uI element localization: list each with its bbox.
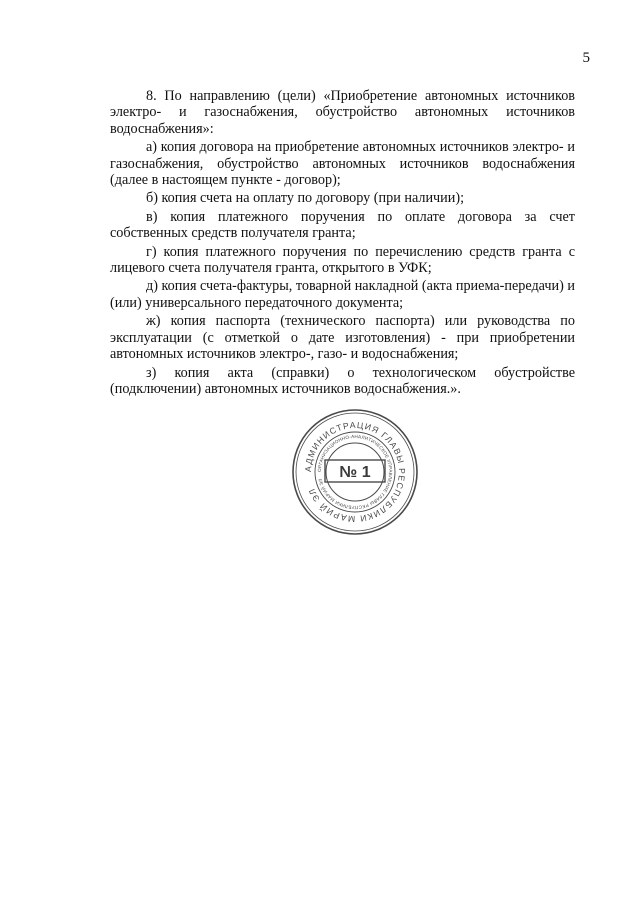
stamp-number: № 1 (339, 464, 371, 481)
page-number: 5 (582, 50, 590, 66)
list-item: а) копия договора на приобретение автономных источников электро- и газоснабжения, обустройство автономных источников водоснабжения (далее в настоящем пункте - договор); (110, 139, 575, 189)
document-body (110, 88, 575, 399)
stamp-inner-text: ОРГАНИЗАЦИОННО-АНАЛИТИЧЕСКОЕ УПРАВЛЕНИЕ ГЛАВЫ РЕСПУБЛИКИ МАРИЙ ЭЛ (316, 433, 394, 511)
official-stamp (287, 404, 423, 540)
section-intro: 8. По направлению (цели) «Приобретение автономных источников электро- и газоснабжения, обустройство автономных источников водоснабжения»: (110, 88, 575, 137)
list-item: д) копия счета-фактуры, товарной накладной (акта приема-передачи) и (или) универсального передаточного документа; (110, 278, 575, 311)
list-item: б) копия счета на оплату по договору (при наличии); (146, 190, 465, 207)
list-item: ж) копия паспорта (технического паспорта) или руководства по эксплуатации (с отметкой о дате изготовления) - при приобретении автономных источников электро-, газо- и водоснабжения; (110, 313, 575, 363)
list-item: в) копия платежного поручения по оплате договора за счет собственных средств получателя гранта; (110, 208, 575, 242)
list-item: г) копия платежного поручения по перечислению средств гранта с лицевого счета получателя гранта, открытого в УФК; (110, 243, 575, 277)
stamp-outer-text: АДМИНИСТРАЦИЯ ГЛАВЫ РЕСПУБЛИКИ МАРИЙ ЭЛ (302, 419, 408, 525)
list-item: з) копия акта (справки) о технологическом обустройстве (подключении) автономных источников водоснабжения.». (110, 364, 575, 397)
